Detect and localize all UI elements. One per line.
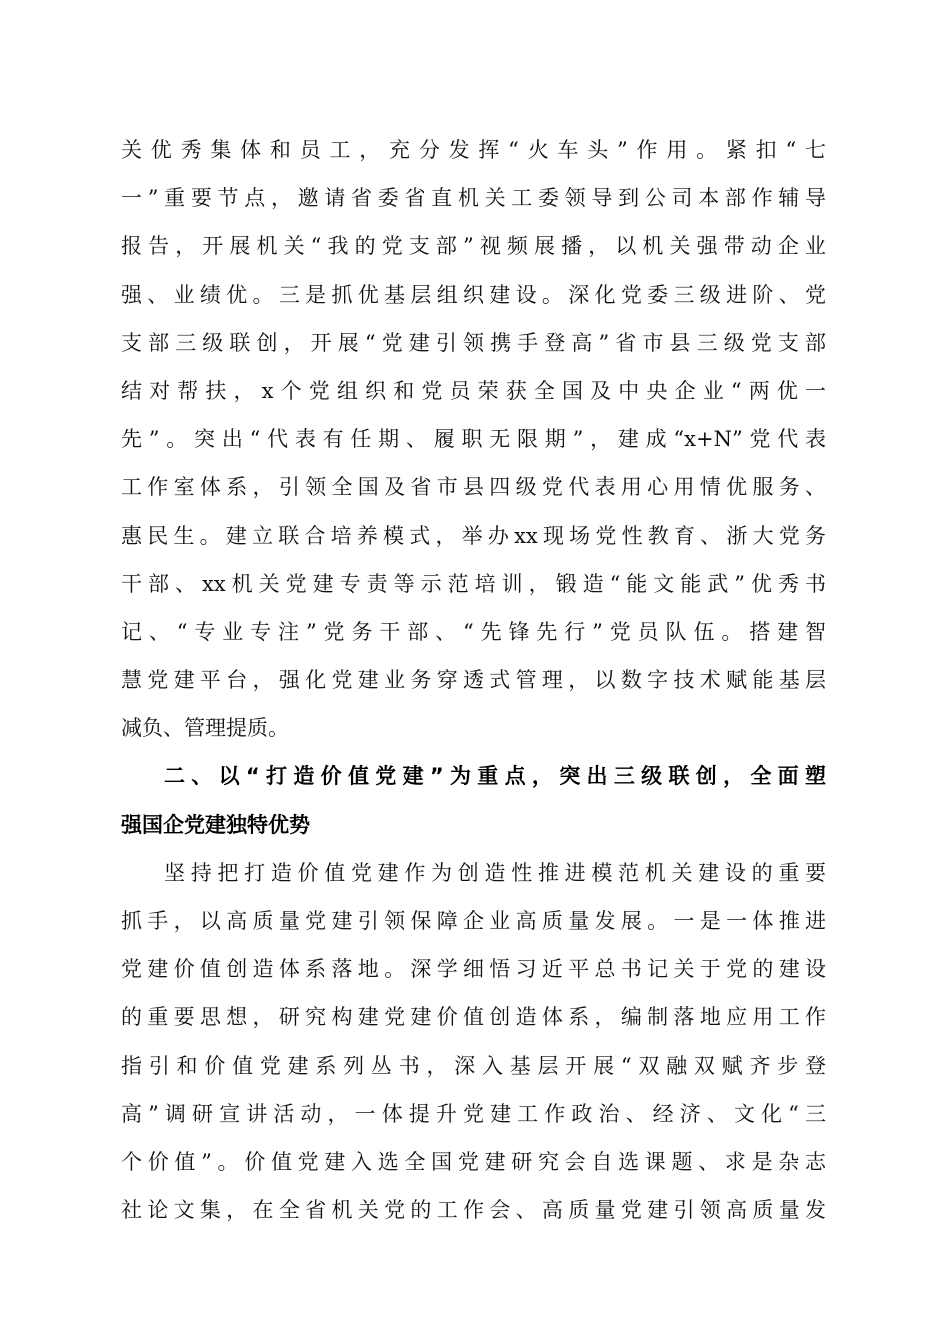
paragraph-line: 指引和价值党建系列丛书，深入基层开展“双融双赋齐步登: [121, 1053, 826, 1078]
paragraph-line: 报告，开展机关“我的党支部”视频展播，以机关强带动企业: [121, 234, 826, 259]
paragraph-line: 抓手，以高质量党建引领保障企业高质量发展。一是一体推进: [121, 909, 826, 933]
paragraph-line: 慧党建平台，强化党建业务穿透式管理，以数字技术赋能基层: [121, 668, 826, 693]
paragraph-line: 惠民生。建立联合培养模式，举办xx现场党性教育、浙大党务: [121, 523, 826, 548]
paragraph-line: 一”重要节点，邀请省委省直机关工委领导到公司本部作辅导: [121, 186, 826, 211]
section-heading-line: 二、以“打造价值党建”为重点，突出三级联创，全面塑: [164, 764, 826, 789]
paragraph-line: 高”调研宣讲活动，一体提升党建工作政治、经济、文化“三: [121, 1101, 826, 1126]
paragraph-line: 干部、xx机关党建专责等示范培训，锻造“能文能武”优秀书: [121, 571, 826, 596]
paragraph-line: 个价值”。价值党建入选全国党建研究会自选课题、求是杂志: [121, 1149, 826, 1174]
paragraph-line: 坚持把打造价值党建作为创造性推进模范机关建设的重要: [164, 860, 826, 885]
paragraph-line: 减负、管理提质。: [121, 716, 289, 741]
section-heading-line: 强国企党建独特优势: [121, 812, 310, 837]
paragraph-line: 支部三级联创，开展“党建引领携手登高”省市县三级党支部: [121, 330, 826, 355]
paragraph-line: 社论文集，在全省机关党的工作会、高质量党建引领高质量发: [121, 1198, 826, 1223]
paragraph-line: 党建价值创造体系落地。深学细悟习近平总书记关于党的建设: [121, 957, 826, 982]
paragraph-line: 记、“专业专注”党务干部、“先锋先行”党员队伍。搭建智: [121, 619, 826, 644]
paragraph-line: 关优秀集体和员工，充分发挥“火车头”作用。紧扣“七: [121, 138, 826, 162]
paragraph-line: 结对帮扶，x个党组织和党员荣获全国及中央企业“两优一: [121, 378, 826, 403]
document-body: [121, 126, 826, 1234]
paragraph-line: 的重要思想，研究构建党建价值创造体系，编制落地应用工作: [121, 1005, 826, 1030]
paragraph-line: 先”。突出“代表有任期、履职无限期”，建成“x+N”党代表: [121, 427, 826, 452]
paragraph-line: 强、业绩优。三是抓优基层组织建设。深化党委三级进阶、党: [121, 282, 826, 307]
paragraph-line: 工作室体系，引领全国及省市县四级党代表用心用情优服务、: [121, 475, 826, 500]
